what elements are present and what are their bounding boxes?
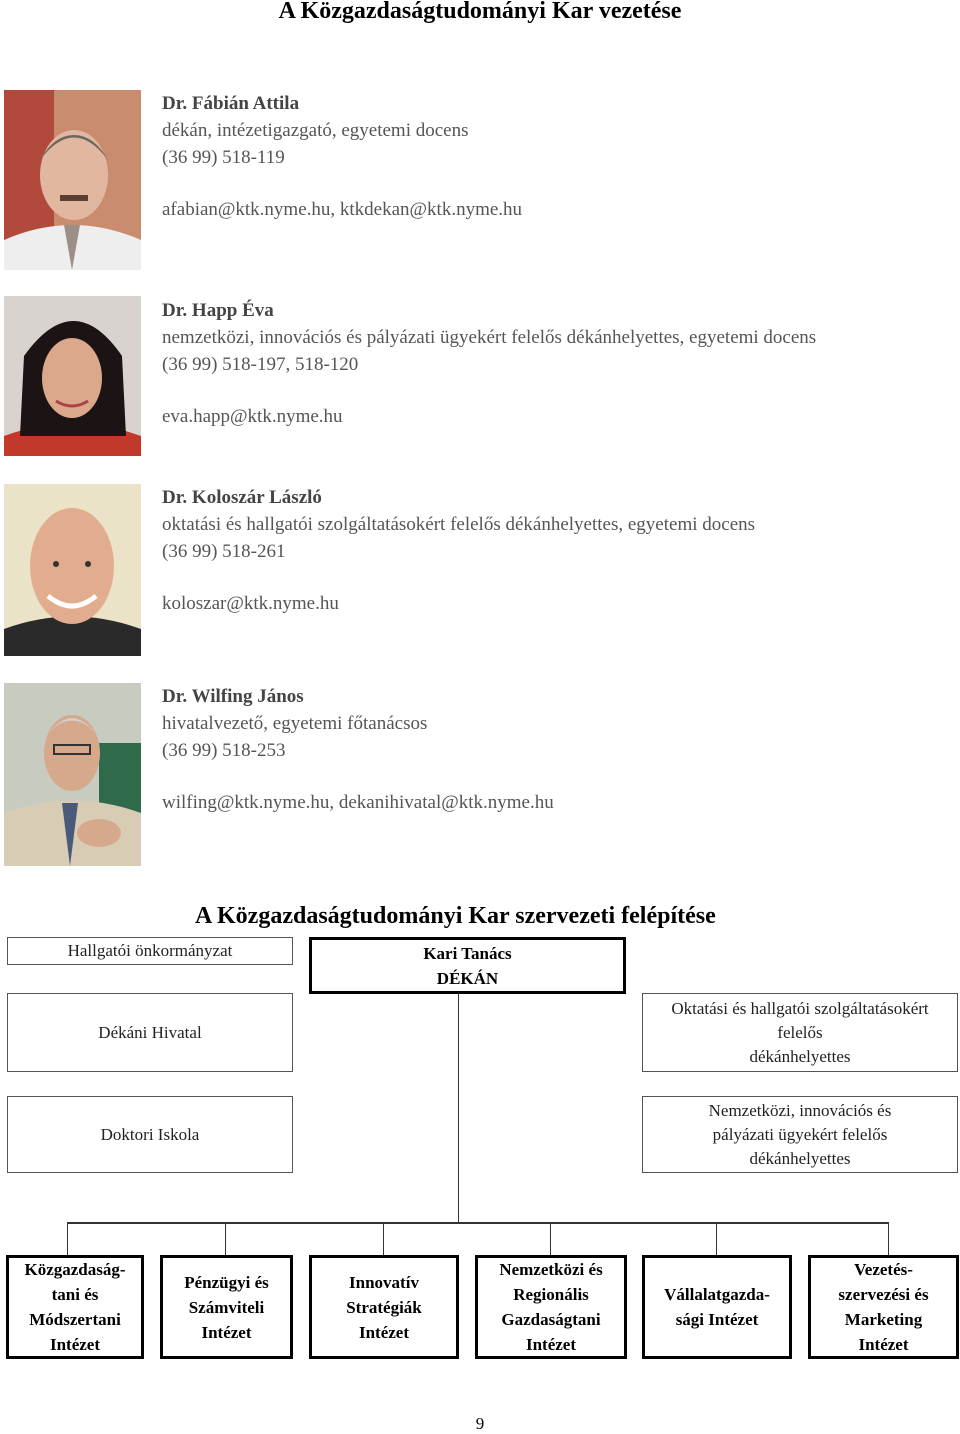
person-phone: (36 99) 518-197, 518-120 [162,354,359,375]
connector-line [888,1222,889,1255]
person-email[interactable]: koloszar@ktk.nyme.hu [162,593,339,614]
box-line: Vállalatgazda- [664,1285,770,1304]
person-role: hivatalvezető, egyetemi főtanácsos [162,713,428,734]
box-dekani-hivatal: Dékáni Hivatal [7,993,293,1072]
portrait-photo [4,484,141,656]
box-line: dékánhelyettes [749,1046,851,1066]
box-line: tani és [51,1285,99,1304]
person-email[interactable]: wilfing@ktk.nyme.hu, dekanihivatal@ktk.nyme.hu [162,792,554,813]
box-line: Intézet [525,1335,577,1354]
box-line: Regionális [513,1285,589,1304]
person-entry [162,683,952,816]
person-entry [162,90,952,223]
box-institute [475,1255,627,1359]
person-phone: (36 99) 518-253 [162,740,286,761]
person-role: oktatási és hallgatói szolgáltatásokért felelős dékánhelyettes, egyetemi docens [162,514,756,535]
box-line: DÉKÁN [436,968,499,988]
person-role: dékán, intézetigazgató, egyetemi docens [162,120,469,141]
connector-line [383,1222,384,1255]
box-line: Nemzetközi és [499,1260,603,1279]
box-line: Innovatív [349,1272,419,1292]
box-line: Kari Tanács [423,943,512,963]
box-line: Intézet [858,1335,909,1354]
box-nemzetkozi-dekanhelyettes [642,1096,958,1173]
box-institute [6,1255,144,1359]
box-line: Módszertani [29,1310,121,1329]
connector-line [716,1222,717,1255]
box-line: felelős [777,1022,823,1042]
box-line: szervezési és [838,1285,929,1304]
box-kari-tanacs-dekan [309,937,626,994]
page-number: 9 [475,1414,485,1433]
person-name: Dr. Happ Éva [162,300,274,321]
portrait-photo [4,683,141,866]
box-line: dékánhelyettes [749,1148,851,1168]
box-line: Oktatási és hallgatói szolgáltatásokért [671,998,929,1018]
box-line: Vezetés- [854,1260,913,1279]
person-name: Dr. Fábián Attila [162,93,300,114]
person-name: Dr. Koloszár László [162,487,322,508]
box-line: Intézet [49,1335,101,1354]
portrait-photo [4,90,141,270]
box-line: Stratégiák [346,1297,422,1317]
box-institute [642,1255,792,1359]
box-line: Marketing [844,1310,923,1329]
box-institute [808,1255,959,1359]
person-role: nemzetközi, innovációs és pályázati ügyekért felelős dékánhelyettes, egyetemi docens [162,327,817,348]
box-line: sági Intézet [675,1310,759,1329]
box-oktatasi-dekanhelyettes [642,993,958,1072]
connector-line [67,1222,889,1224]
box-doktori-iskola: Doktori Iskola [7,1096,293,1173]
connector-line [458,994,459,1222]
box-institute [160,1255,293,1359]
box-line: Gazdaságtani [501,1310,601,1329]
box-line: Pénzügyi és [184,1272,269,1292]
box-institute [309,1255,459,1359]
box-line: Intézet [358,1322,410,1342]
person-entry [162,484,952,617]
box-line: Intézet [201,1322,252,1342]
org-chart-title: A Közgazdaságtudományi Kar szervezeti felépítése [195,903,716,929]
person-email[interactable]: eva.happ@ktk.nyme.hu [162,406,343,427]
person-entry [162,297,952,430]
portrait-photo [4,296,141,456]
person-phone: (36 99) 518-119 [162,147,285,168]
person-phone: (36 99) 518-261 [162,541,286,562]
box-line: Számviteli [188,1297,265,1317]
box-hallgatoi-onkormanyzat: Hallgatói önkormányzat [7,937,293,965]
connector-line [550,1222,551,1255]
page-title: A Közgazdaságtudományi Kar vezetése [278,0,682,24]
connector-line [225,1222,226,1255]
connector-line [67,1222,68,1255]
box-line: Közgazdaság- [24,1260,126,1279]
person-name: Dr. Wilfing János [162,686,304,707]
box-line: Nemzetközi, innovációs és [708,1100,892,1120]
box-line: pályázati ügyekért felelős [712,1124,888,1144]
person-email[interactable]: afabian@ktk.nyme.hu, ktkdekan@ktk.nyme.hu [162,199,523,220]
